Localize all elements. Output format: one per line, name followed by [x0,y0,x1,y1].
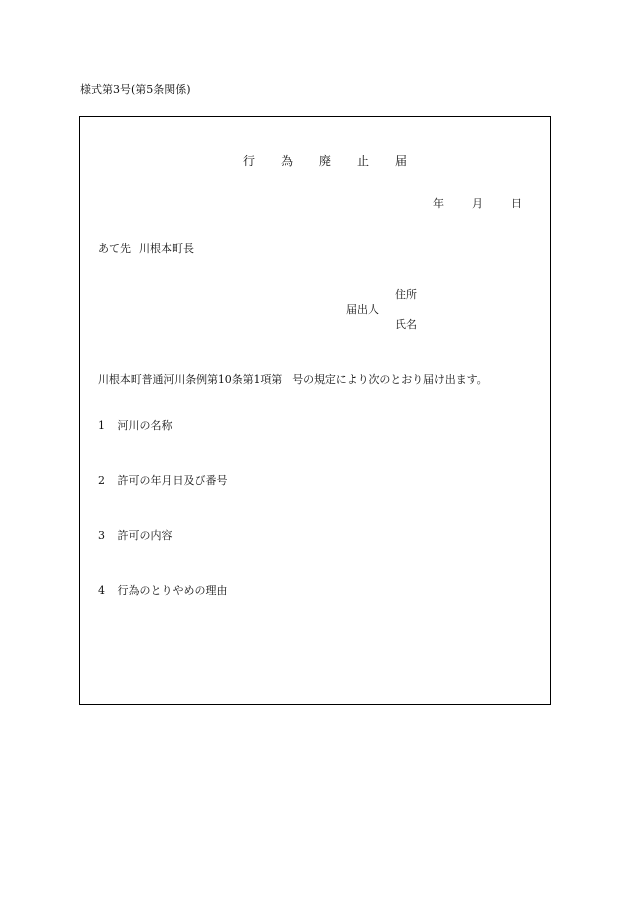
item-label: 行為のとりやめの理由 [117,584,228,597]
item-label: 許可の年月日及び番号 [117,474,228,487]
date-year-label: 年 [433,197,444,210]
form-title [80,152,550,169]
statement-part-1: 川根本町普通河川条例第10条第1項第 [98,373,283,386]
title-char: 止 [357,154,370,168]
form-number-label: 様式第3号(第5条関係) [80,83,191,96]
statement-part-2: 号の規定により次のとおり届け出ます。 [292,373,488,386]
form-frame [79,116,551,705]
title-char: 届 [395,154,408,168]
title-char: 為 [280,154,293,168]
list-item [98,582,228,598]
item-number: 4 [98,584,105,597]
item-number: 3 [98,529,105,542]
notifier-address-label: 住所 [395,288,417,301]
date-line [433,195,522,211]
list-item [98,472,228,488]
item-label: 許可の内容 [117,529,173,542]
date-month-label: 月 [472,197,483,210]
item-label: 河川の名称 [117,419,173,432]
notifier-label: 届出人 [346,303,379,316]
item-number: 2 [98,474,105,487]
addressee-prefix: あて先 [98,242,131,255]
addressee-line [98,240,194,256]
title-char: 行 [242,154,255,168]
statement-text [98,371,488,387]
item-number: 1 [98,419,105,432]
list-item [98,417,173,433]
date-day-label: 日 [511,197,522,210]
addressee-name: 川根本町長 [139,242,194,255]
list-item [98,527,173,543]
title-char: 廃 [318,154,331,168]
notifier-name-label: 氏名 [395,318,417,331]
